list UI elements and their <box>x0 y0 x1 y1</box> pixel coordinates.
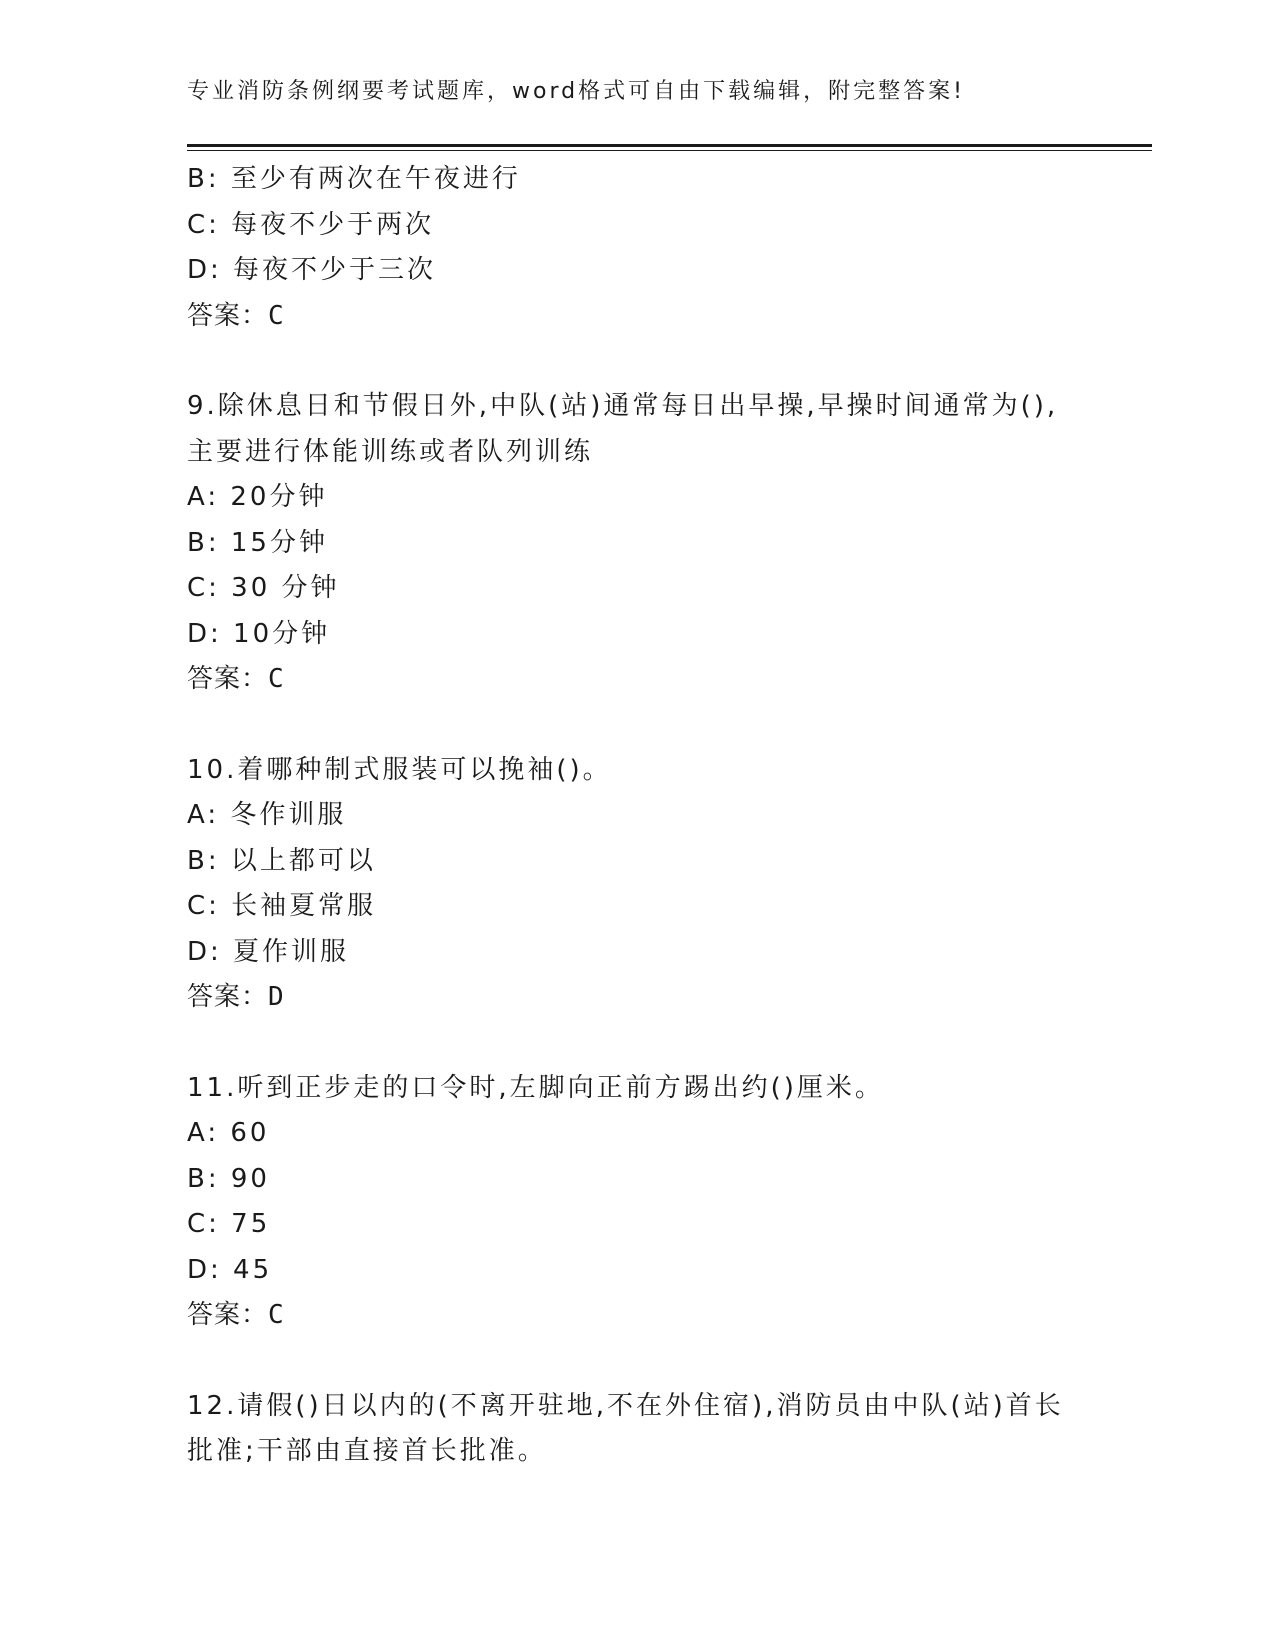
question-text-line: 11.听到正步走的口令时,左脚向正前方踢出约()厘米。 <box>187 1072 884 1103</box>
question-text-line: 主要进行体能训练或者队列训练 <box>187 436 594 467</box>
document-body <box>187 157 1087 1475</box>
option-d: D: 10分钟 <box>187 618 331 649</box>
question-block-11 <box>187 1066 1087 1339</box>
question-text-line: 9.除休息日和节假日外,中队(站)通常每日出早操,早操时间通常为(), <box>187 391 1059 421</box>
option-a: A: 20分钟 <box>187 482 328 512</box>
option-d: D: 每夜不少于三次 <box>187 255 437 285</box>
answer-line: 答案：C <box>187 300 285 331</box>
option-b: B: 15分钟 <box>187 527 328 558</box>
option-d: D: 夏作训服 <box>187 936 350 967</box>
option-b: B: 至少有两次在午夜进行 <box>187 164 521 194</box>
question-text-line: 批准;干部由直接首长批准。 <box>187 1436 547 1466</box>
header-rule-thick <box>187 144 1152 147</box>
option-a: A: 冬作训服 <box>187 800 347 830</box>
option-c: C: 每夜不少于两次 <box>187 209 435 240</box>
option-a: A: 60 <box>187 1118 270 1148</box>
option-c: C: 长袖夏常服 <box>187 891 377 921</box>
option-c: C: 30 分钟 <box>187 573 340 603</box>
option-d: D: 45 <box>187 1254 273 1285</box>
answer-line: 答案：C <box>187 664 285 694</box>
question-text-line: 12.请假()日以内的(不离开驻地,不在外住宿),消防员由中队(站)首长 <box>187 1390 1064 1421</box>
question-block-10 <box>187 748 1087 1021</box>
option-c: C: 75 <box>187 1209 271 1239</box>
question-block-12 <box>187 1384 1087 1475</box>
option-b: B: 90 <box>187 1163 270 1194</box>
question-text-line: 10.着哪种制式服装可以挽袖()。 <box>187 754 612 785</box>
question-block-partial <box>187 157 1087 339</box>
answer-line: 答案：C <box>187 1300 285 1330</box>
question-block-9 <box>187 384 1087 703</box>
page-header: 专业消防条例纲要考试题库，word格式可自由下载编辑，附完整答案! <box>187 79 965 104</box>
header-rule-thin <box>187 150 1152 151</box>
option-b: B: 以上都可以 <box>187 845 376 876</box>
answer-line: 答案：D <box>187 982 285 1012</box>
